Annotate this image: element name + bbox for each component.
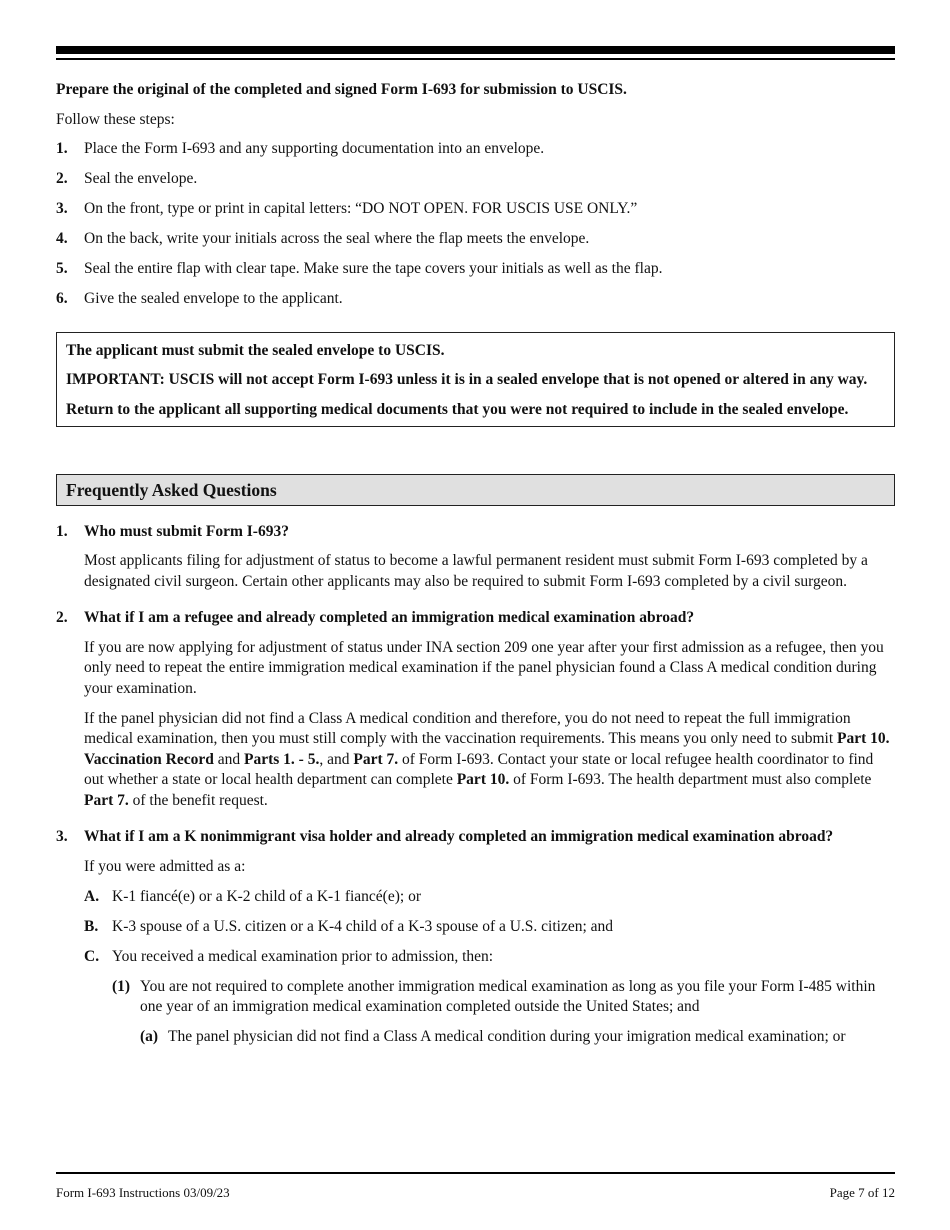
text-run: of Form I-693. The health department must also complete (509, 771, 872, 788)
step-number: 4. (56, 230, 68, 247)
step-text: Give the sealed envelope to the applicant. (84, 290, 343, 307)
text-run: If the panel physician did not find a Class A medical condition and therefore, you do not need to repeat the full immigration medical examination, then you must still comply with the vaccination requirements. This means you only need to submit (84, 709, 851, 747)
steps-lead: Follow these steps: (56, 110, 175, 128)
list-letter: A. (84, 887, 100, 905)
sub-list-text: You are not required to complete another immigration medical examination as long as you file your Form I-485 within one year of an immigration medical examination completed outside the United States; and (140, 977, 876, 1015)
notice-line-submit: The applicant must submit the sealed envelope to USCIS. (66, 341, 445, 359)
part-10-vaccination-ref: Part 10. Vaccination Record (84, 730, 890, 768)
header-thin-rule (56, 58, 895, 60)
list-letter: B. (84, 917, 99, 935)
step-number: 2. (56, 170, 68, 187)
page-footer (56, 1183, 895, 1204)
notice-line-return: Return to the applicant all supporting medical documents that you were not required to include in the sealed envelope. (66, 400, 849, 418)
answer-paragraph-vaccination (84, 709, 895, 812)
question-text: What if I am a K nonimmigrant visa holder and already completed an immigration medical examination abroad? (84, 828, 834, 845)
sub-sub-list-item (140, 1027, 895, 1048)
document-page (56, 0, 895, 1230)
list-item (84, 947, 895, 968)
list-text: K-1 fiancé(e) or a K-2 child of a K-1 fiancé(e); or (112, 887, 421, 905)
submission-heading: Prepare the original of the completed and signed Form I-693 for submission to USCIS. (56, 81, 627, 98)
part-7-ref: Part 7. (353, 750, 399, 768)
notice-line-important: IMPORTANT: USCIS will not accept Form I-693 unless it is in a sealed envelope that is not opened or altered in any way. (66, 371, 868, 388)
question-number: 2. (56, 609, 68, 626)
faq-answer-3 (84, 857, 895, 1048)
form-edition-label: Form I-693 Instructions 03/09/23 (56, 1185, 230, 1200)
faq-section-header: Frequently Asked Questions (56, 474, 895, 506)
sub-list-number: (1) (112, 977, 131, 995)
step-item (56, 199, 895, 220)
faq-question-1 (56, 522, 895, 543)
step-text: Seal the entire flap with clear tape. Make sure the tape covers your initials as well as the flap. (84, 260, 663, 277)
question-number: 3. (56, 828, 68, 845)
list-item (84, 887, 895, 908)
parts-1-5-ref: Parts 1. - 5. (244, 750, 320, 768)
list-text: K-3 spouse of a U.S. citizen or a K-4 child of a K-3 spouse of a U.S. citizen; and (112, 917, 614, 935)
list-letter: C. (84, 947, 100, 965)
text-run: and (213, 750, 245, 768)
step-text: On the front, type or print in capital letters: “DO NOT OPEN. FOR USCIS USE ONLY.” (84, 200, 638, 217)
sub-sub-list-letter: (a) (140, 1028, 159, 1045)
important-notice-box (56, 332, 895, 428)
list-text: You received a medical examination prior to admission, then: (112, 947, 494, 965)
step-text: Seal the envelope. (84, 170, 198, 187)
question-number: 1. (56, 522, 68, 540)
question-text: Who must submit Form I-693? (84, 522, 289, 540)
footer-rule (56, 1172, 895, 1174)
part-10-ref: Part 10. (456, 771, 510, 788)
faq-answer-2 (84, 638, 895, 812)
list-item (84, 917, 895, 938)
answer-lead: If you were admitted as a: (84, 857, 246, 875)
step-text: Place the Form I-693 and any supporting documentation into an envelope. (84, 140, 545, 157)
sub-sub-list-text: The panel physician did not find a Class A medical condition during your imigration medical examination; or (168, 1028, 846, 1045)
step-text: On the back, write your initials across the seal where the flap meets the envelope. (84, 230, 590, 247)
text-run: of the benefit request. (128, 791, 268, 809)
step-number: 6. (56, 290, 68, 307)
answer-paragraph: If you are now applying for adjustment of status under INA section 209 one year after your first admission as a refugee, then you only need to repeat the entire immigration medical examination if the panel physician found a Class A medical condition during your examination. (84, 638, 884, 697)
text-run: of Form I-693. Contact your state or local refugee health coordinator to find out whether a state or local health department can complete (84, 750, 874, 788)
faq-question-2 (56, 608, 895, 629)
page-number: Page 7 of 12 (829, 1185, 895, 1200)
question-text: What if I am a refugee and already completed an immigration medical examination abroad? (84, 609, 695, 626)
step-item (56, 259, 895, 280)
step-item (56, 289, 895, 310)
sub-list-item (112, 977, 895, 1018)
header-thick-rule (56, 46, 895, 54)
step-item (56, 169, 895, 190)
page-content (56, 80, 895, 1057)
step-number: 5. (56, 260, 68, 277)
faq-answer-1 (84, 551, 895, 592)
step-number: 3. (56, 200, 68, 217)
step-number: 1. (56, 140, 68, 157)
step-item (56, 139, 895, 160)
part-7-ref: Part 7. (84, 791, 129, 809)
answer-paragraph: Most applicants filing for adjustment of status to become a lawful permanent resident must submit Form I-693 completed by a designated civil surgeon. Certain other applicants may also be required to submit Form I-693 completed by a civil surgeon. (84, 552, 868, 590)
faq-question-3 (56, 827, 895, 848)
step-item (56, 229, 895, 250)
text-run: , and (319, 750, 354, 768)
